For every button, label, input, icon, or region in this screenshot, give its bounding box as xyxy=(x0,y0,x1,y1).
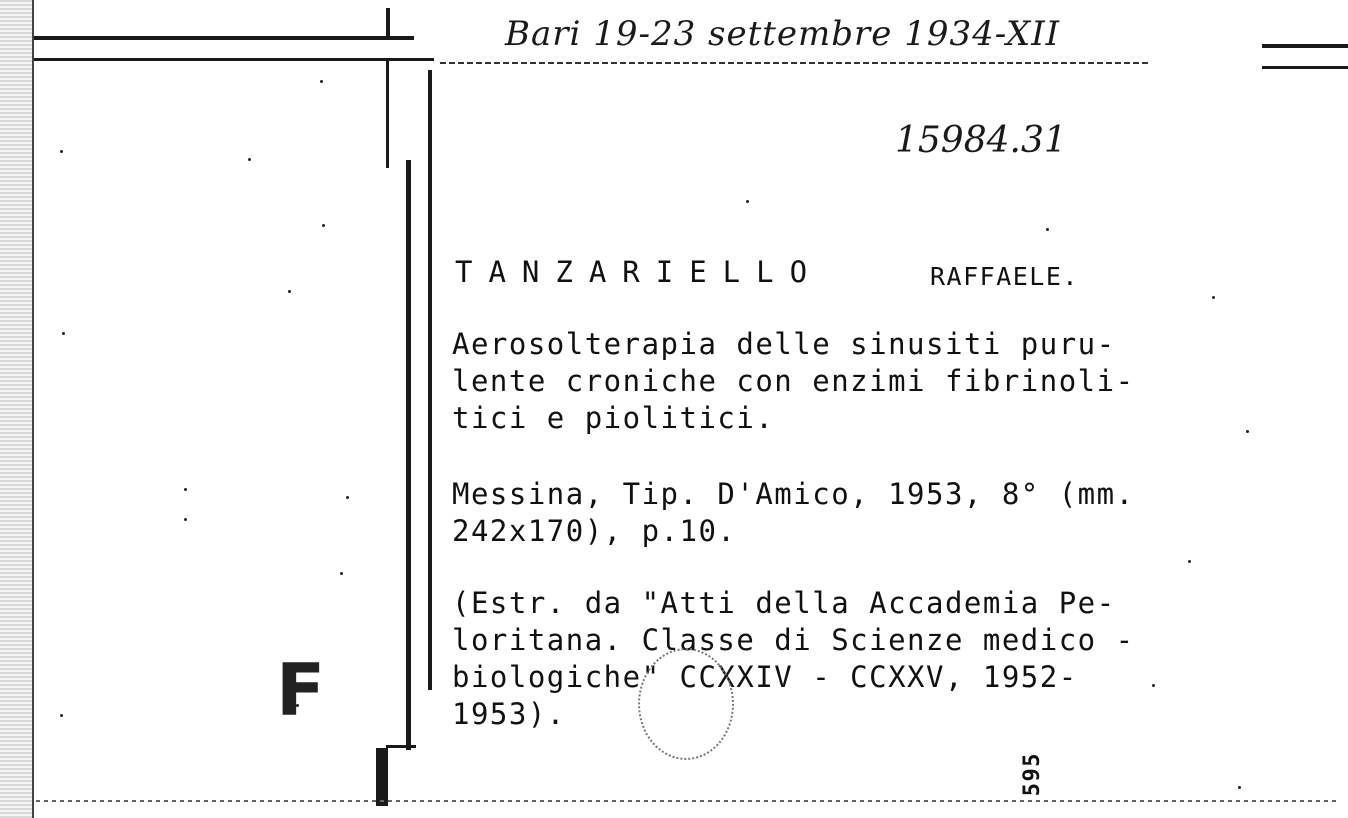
series-note: (Estr. da "Atti della Accademia Pe- loritana. Classe di Scienze medico - biologiche" CCXXIV - CCXXV, 1952- 1953). xyxy=(452,586,1135,731)
imprint: Messina, Tip. D'Amico, 1953, 8° (mm. 242x170), p.10. xyxy=(452,477,1135,548)
punched-hole-stamp xyxy=(638,648,734,760)
bottom-edge-line xyxy=(36,800,1336,802)
author-first-name: RAFFAELE. xyxy=(930,262,1079,291)
upper-divider-rule xyxy=(386,60,389,168)
lower-notch-rule xyxy=(386,745,416,748)
side-number: 595 xyxy=(1020,752,1045,797)
top-left-rule-2 xyxy=(34,58,434,61)
handwritten-date: Bari 19-23 settembre 1934-XII xyxy=(505,14,1061,54)
top-right-rule xyxy=(1262,44,1348,48)
top-right-rule-2 xyxy=(1262,66,1348,69)
bottom-tab-rule xyxy=(376,748,388,806)
date-underline xyxy=(440,62,1150,64)
handwritten-accession-number: 15984.31 xyxy=(895,120,1067,161)
top-notch-rule xyxy=(386,8,390,40)
inner-divider-rule xyxy=(428,70,432,690)
classification-letter: F xyxy=(276,648,326,732)
work-title: Aerosolterapia delle sinusiti puru- lente croniche con enzimi fibrinoli- tici e piolitici. xyxy=(452,327,1135,435)
card-binding-edge xyxy=(0,0,34,818)
author-surname: TANZARIELLO xyxy=(455,255,824,289)
main-divider-rule xyxy=(406,160,411,750)
top-left-rule xyxy=(34,36,414,40)
